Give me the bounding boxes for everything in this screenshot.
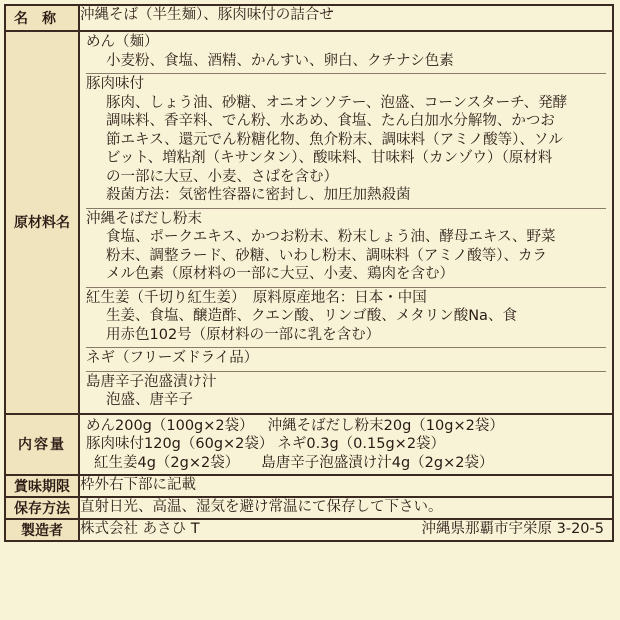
name-header	[5, 5, 79, 31]
manufacturer-cell	[79, 519, 613, 541]
sterilization-note: 殺菌方法：気密性容器に密封し、加圧加熱殺菌	[106, 187, 411, 203]
ingredient-title: めん（麺）	[86, 34, 159, 50]
contents-item: 豚肉味付120g（60g×2袋）	[86, 436, 274, 452]
ingredient-title: 紅生姜（千切り紅生姜） 原料原産地名：日本・中国	[86, 289, 427, 306]
ingredient-title: 沖縄そばだし粉末	[86, 210, 202, 227]
contents-header	[5, 414, 79, 476]
ingredient-line: 調味料、香辛料、でん粉、水あめ、食塩、たん白加水分解物、かつお	[106, 113, 555, 129]
contents-item: 沖縄そばだし粉末20g（10g×2袋）	[267, 417, 504, 434]
row-manufacturer	[5, 519, 613, 541]
ingredient-green-onion	[86, 348, 606, 372]
ingredient-title: ネギ（フリーズドライ品）	[86, 350, 259, 366]
manufacturer-company: 株式会社 あさひ T	[80, 521, 200, 537]
manufacturer-line	[80, 520, 612, 539]
contents-line	[86, 417, 606, 436]
ingredient-pork	[86, 74, 606, 209]
contents-line	[86, 454, 606, 473]
row-product-name	[5, 5, 613, 31]
contents-item: 島唐辛子泡盛漬け汁4g（2g×2袋）	[261, 454, 494, 471]
ingredient-line: 節エキス、還元でん粉糖化物、魚介粉末、調味料（アミノ酸等）、ソル	[106, 131, 563, 148]
ingredients-header: 原材料名	[5, 31, 79, 414]
ingredient-line: 用赤色102号（原材料の一部に乳を含む）	[106, 326, 381, 343]
manufacturer-address: 沖縄県那覇市宇栄原 3-20-5	[421, 521, 604, 537]
contents-cell	[79, 414, 613, 476]
product-name: 沖縄そば（半生麺）、豚肉味付の詰合せ	[79, 5, 613, 31]
name-header-text: 名称	[14, 11, 70, 27]
row-storage	[5, 497, 613, 519]
ingredient-line: 粉末、調整ラード、砂糖、いわし粉末、調味料（アミノ酸等）、カラ	[106, 247, 547, 264]
best-before-value: 枠外右下部に記載	[79, 475, 613, 497]
contents-item: ネギ0.3g（0.15g×2袋）	[277, 436, 446, 452]
ingredient-title: 島唐辛子泡盛漬け汁	[86, 373, 217, 390]
row-ingredients	[5, 31, 613, 414]
contents-item: 紅生姜4g（2g×2袋）	[94, 454, 240, 471]
ingredient-line: メル色素（原材料の一部に大豆、小麦、鶏肉を含む）	[106, 266, 454, 282]
ingredient-line: 食塩、ポークエキス、かつお粉末、粉末しょう油、酵母エキス、野菜	[106, 229, 556, 245]
ingredient-line: 豚肉、しょう油、砂糖、オニオンソテー、泡盛、コーンスターチ、発酵	[106, 94, 568, 111]
ingredients-cell	[79, 31, 613, 414]
ingredient-red-ginger	[86, 288, 606, 349]
storage-header: 保存方法	[5, 497, 79, 519]
contents-header-text: 内容量	[18, 437, 66, 454]
manufacturer-header: 製造者	[5, 519, 79, 541]
spec-table	[4, 4, 614, 542]
row-best-before	[5, 475, 613, 497]
contents-line	[86, 435, 606, 454]
ingredient-soup-powder	[86, 209, 606, 288]
contents-item: めん200g（100g×2袋）	[86, 417, 254, 434]
row-contents	[5, 414, 613, 476]
ingredient-noodles	[86, 32, 606, 74]
ingredient-line: の一部に大豆、小麦、さばを含む）	[106, 168, 338, 185]
ingredient-chili-awamori	[86, 372, 606, 413]
ingredient-line: 泡盛、唐辛子	[106, 392, 193, 408]
storage-value: 直射日光、高温、湿気を避け常温にて保存して下さい。	[79, 497, 613, 519]
ingredient-line: 生姜、食塩、醸造酢、クエン酸、リンゴ酸、メタリン酸Na、食	[106, 308, 517, 324]
ingredient-line: 小麦粉、食塩、酒精、かんすい、卵白、クチナシ色素	[106, 52, 454, 69]
ingredient-title: 豚肉味付	[86, 76, 144, 92]
best-before-header: 賞味期限	[5, 475, 79, 497]
ingredient-line: ビット、増粘剤（キサンタン）、酸味料、甘味料（カンゾウ）（原材料	[106, 150, 553, 166]
